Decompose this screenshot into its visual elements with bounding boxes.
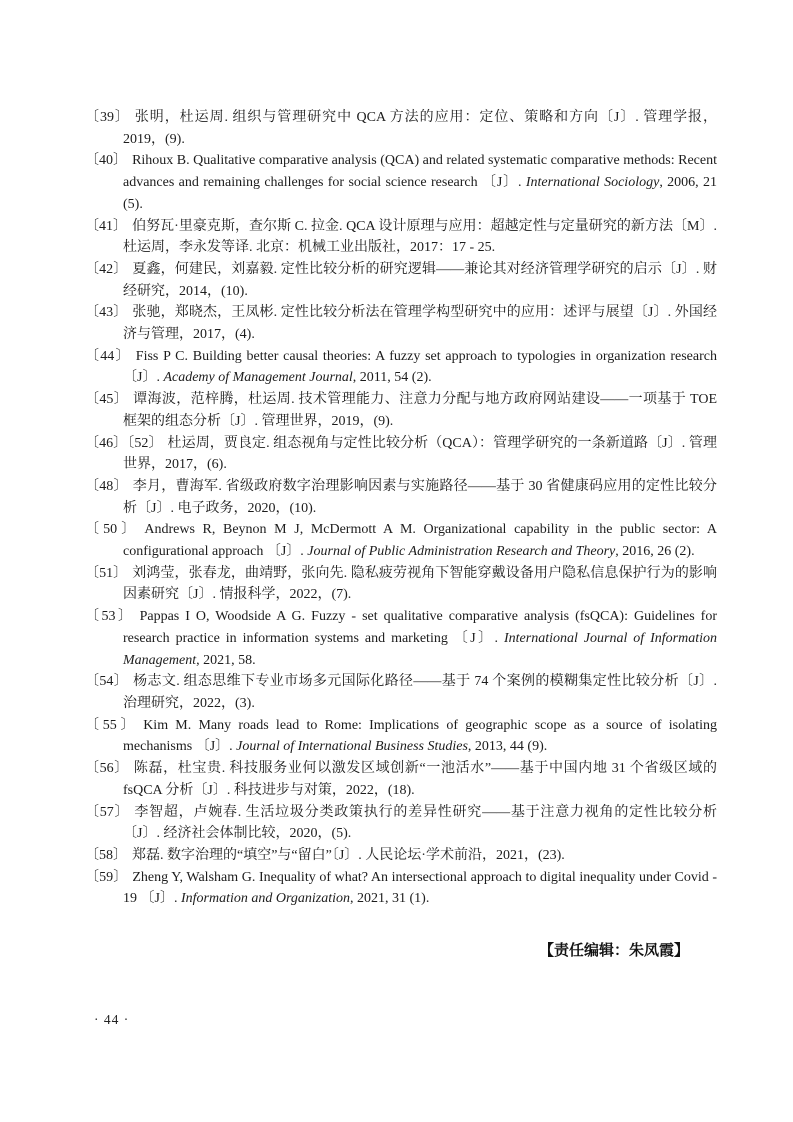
reference-text: , 2013, 44 (9). xyxy=(467,739,548,755)
reference-item xyxy=(85,802,717,845)
editor-note: 【责任编辑：朱凤霞】 xyxy=(538,942,689,959)
reference-text: 伯努瓦·里豪克斯，查尔斯 C. 拉金. QCA 设计原理与应用：超越定性与定量研究的新方法〔M〕. 杜运周，李永发等译. 北京：机械工业出版社，2017：17 - 25. xyxy=(123,218,718,256)
reference-label: 〔59〕 xyxy=(85,869,128,885)
reference-item xyxy=(85,107,717,150)
reference-text: Fiss P C. Building better causal theories: A fuzzy set approach to typologies in organization research 〔J〕. xyxy=(123,348,717,386)
reference-label: 〔48〕 xyxy=(85,478,128,494)
reference-text: 张驰，郑晓杰，王凤彬. 定性比较分析法在管理学构型研究中的应用：述评与展望〔J〕. 外国经济与管理，2017，(4). xyxy=(123,305,717,343)
reference-text: 杜运周，贾良定. 组态视角与定性比较分析（QCA）：管理学研究的一条新道路〔J〕. 管理世界，2017，(6). xyxy=(123,435,717,473)
references-list xyxy=(85,107,717,910)
reference-item xyxy=(85,259,717,302)
reference-item xyxy=(85,150,717,215)
reference-item xyxy=(85,867,717,910)
journal-name: Information and Organization xyxy=(180,891,350,907)
reference-text: , 2021, 31 (1). xyxy=(350,891,430,907)
reference-text: 陈磊，杜宝贵. 科技服务业何以激发区域创新“一池活水”——基于中国内地 31 个省级区域的 fsQCA 分析〔J〕. 科技进步与对策，2022，(18). xyxy=(123,761,717,798)
page-number: · 44 · xyxy=(94,1012,130,1027)
reference-item xyxy=(85,519,717,562)
journal-name: Journal of International Business Studies xyxy=(236,739,468,755)
reference-label: 〔51〕 xyxy=(85,565,128,581)
reference-text: Andrews R, Beynon M J, McDermott A M. Organizational capability in the public sector: A configurational approach 〔J〕. xyxy=(123,522,718,560)
reference-item xyxy=(85,346,717,389)
reference-text: 郑磊. 数字治理的“填空”与“留白”〔J〕. 人民论坛·学术前沿，2021，(23). xyxy=(132,847,565,863)
reference-text: , 2021, 58. xyxy=(196,652,256,668)
reference-text: 谭海波，范梓腾，杜运周. 技术管理能力、注意力分配与地方政府网站建设——一项基于 TOE 框架的组态分析〔J〕. 管理世界，2019，(9). xyxy=(123,392,717,429)
reference-item xyxy=(85,758,717,801)
reference-label: 〔44〕 xyxy=(85,348,131,364)
reference-text: 杨志文. 组态思维下专业市场多元国际化路径——基于 74 个案例的模糊集定性比较分析〔J〕. 治理研究，2022，(3). xyxy=(123,674,718,711)
reference-text: 张明，杜运周. 组织与管理研究中 QCA 方法的应用：定位、策略和方向〔J〕. 管理学报，2019，(9). xyxy=(123,110,718,147)
reference-item xyxy=(85,476,717,519)
reference-item xyxy=(85,433,717,476)
reference-item xyxy=(85,302,717,345)
reference-item xyxy=(85,389,717,432)
reference-label: 〔56〕 xyxy=(85,761,129,777)
reference-text: 夏鑫，何建民，刘嘉毅. 定性比较分析的研究逻辑——兼论其对经济管理学研究的启示〔J〕. 财经研究，2014，(10). xyxy=(123,261,718,299)
reference-text: , 2011, 54 (2). xyxy=(352,370,432,386)
reference-label: 〔53〕 xyxy=(85,609,135,625)
reference-label: 〔57〕 xyxy=(85,804,130,820)
reference-text: Rihoux B. Qualitative comparative analysis (QCA) and related systematic comparative methods: Recent advances and remaining challenges for social science research 〔J〕. xyxy=(123,153,718,191)
reference-text: , 2006, 21 (5). xyxy=(123,175,718,212)
reference-label: 〔43〕 xyxy=(85,305,128,321)
journal-name: Journal of Public Administration Research and Theory xyxy=(307,544,616,560)
reference-item xyxy=(85,671,717,714)
reference-text: , 2016, 26 (2). xyxy=(615,544,695,560)
journal-name: International Journal of Information Management xyxy=(123,630,718,668)
reference-text: Pappas I O, Woodside A G. Fuzzy - set qualitative comparative analysis (fsQCA): Guidelines for research practice in information systems and marketing 〔J〕. xyxy=(123,609,718,646)
reference-label: 〔45〕 xyxy=(85,392,129,408)
reference-label: 〔55〕 xyxy=(85,717,139,733)
reference-item xyxy=(85,563,717,606)
reference-label: 〔54〕 xyxy=(85,674,129,690)
reference-label: 〔42〕 xyxy=(85,261,128,277)
reference-item xyxy=(85,845,717,867)
reference-text: Zheng Y, Walsham G. Inequality of what? An intersectional approach to digital inequality under Covid - 19 〔J〕. xyxy=(123,869,717,907)
reference-item xyxy=(85,715,717,758)
reference-label: 〔39〕 xyxy=(85,110,130,125)
reference-label: 〔41〕 xyxy=(85,218,128,234)
reference-label: 〔50〕 xyxy=(85,522,140,538)
journal-name: Academy of Management Journal xyxy=(163,370,353,386)
reference-text: 李智超，卢婉春. 生活垃圾分类政策执行的差异性研究——基于注意力视角的定性比较分析〔J〕. 经济社会体制比较，2020，(5). xyxy=(123,804,717,842)
reference-text: 刘鸿莹，张春龙，曲靖野，张向先. 隐私疲劳视角下智能穿戴设备用户隐私信息保护行为的影响因素研究〔J〕. 情报科学，2022，(7). xyxy=(123,565,718,603)
reference-item xyxy=(85,606,717,671)
reference-label: 〔40〕 xyxy=(85,153,128,169)
editor-note-row xyxy=(85,923,717,960)
reference-item xyxy=(85,216,717,259)
reference-text: Kim M. Many roads lead to Rome: Implications of geographic scope as a source of isolating mechanisms 〔J〕. xyxy=(123,717,717,755)
reference-label: 〔46〕〔52〕 xyxy=(85,435,163,451)
journal-name: International Sociology xyxy=(525,175,660,191)
reference-label: 〔58〕 xyxy=(85,847,127,863)
reference-text: 李月，曹海军. 省级政府数字治理影响因素与实施路径——基于 30 省健康码应用的定性比较分析〔J〕. 电子政务，2020，(10). xyxy=(123,478,718,516)
